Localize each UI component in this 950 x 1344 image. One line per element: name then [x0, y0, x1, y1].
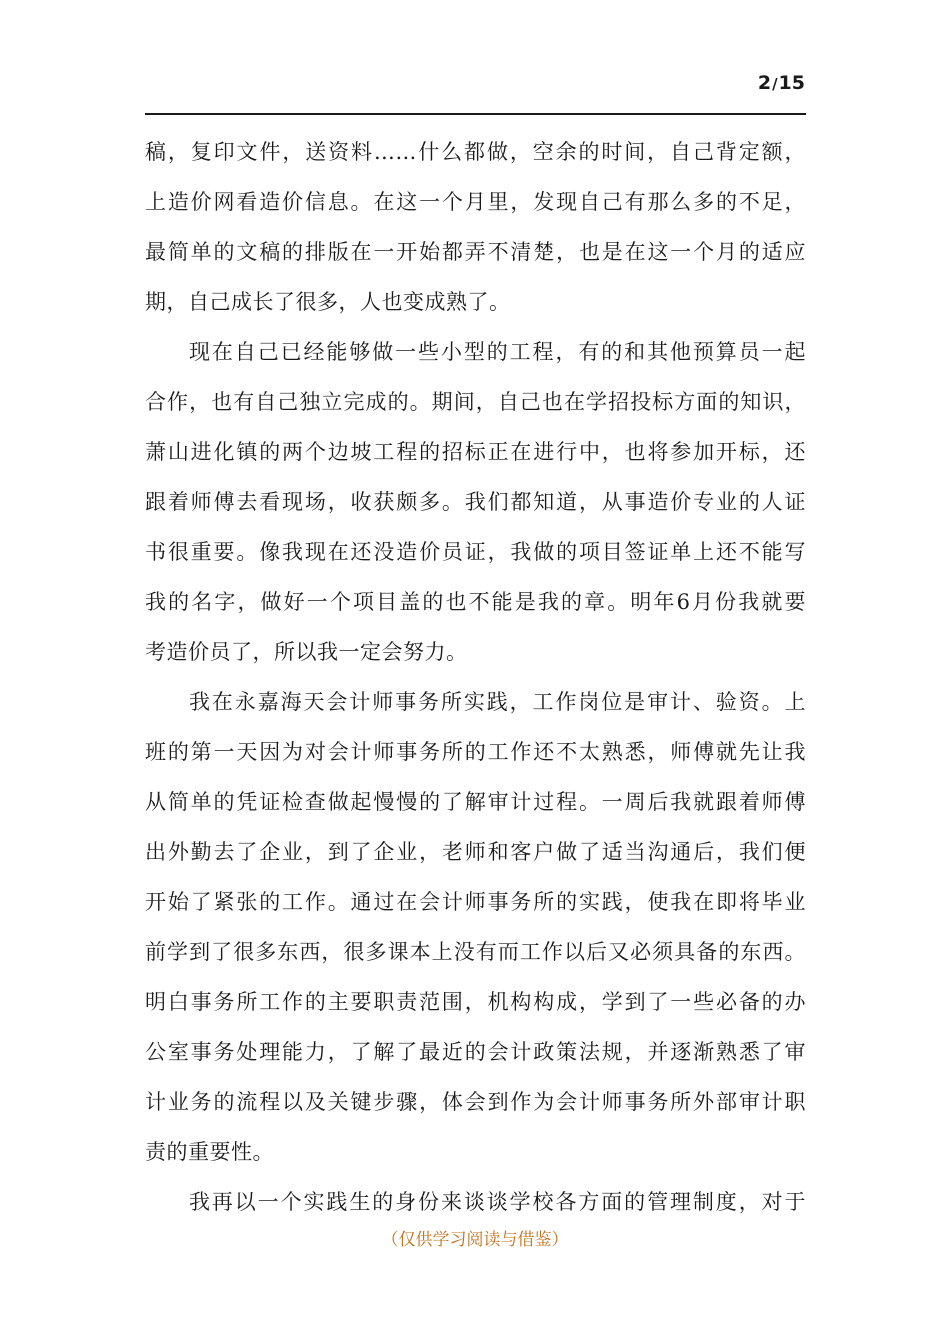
header-rule: [145, 113, 806, 115]
text-line: 前学到了很多东西，很多课本上没有而工作以后又必须具备的东西。: [145, 940, 806, 964]
text-line: 考造价员了，所以我一定会努力。: [145, 640, 468, 664]
paragraph-first-line: 我再以一个实践生的身份来谈谈学校各方面的管理制度，对于: [189, 1190, 806, 1214]
text-line: 计业务的流程以及关键步骤，体会到作为会计师事务所外部审计职: [145, 1090, 806, 1114]
text-line: 稿，复印文件，送资料……什么都做，空余的时间，自己背定额，: [145, 140, 806, 164]
text-line: 上造价网看造价信息。在这一个月里，发现自己有那么多的不足，: [145, 190, 806, 214]
text-line: 明白事务所工作的主要职责范围，机构构成，学到了一些必备的办: [145, 990, 806, 1014]
page-number: [758, 72, 805, 94]
text-line: 责的重要性。: [145, 1140, 274, 1164]
text-line: 公室事务处理能力，了解了最近的会计政策法规，并逐渐熟悉了审: [145, 1040, 806, 1064]
paragraph-first-line: 我在永嘉海天会计师事务所实践，工作岗位是审计、验资。上: [189, 690, 806, 714]
text-line: 我的名字，做好一个项目盖的也不能是我的章。明年6月份我就要: [145, 590, 806, 614]
page-current: 2: [757, 72, 772, 94]
footer-note: （仅供学习阅读与借鉴）: [381, 1230, 569, 1250]
text-line: 期，自己成长了很多，人也变成熟了。: [145, 290, 511, 314]
text-line: 出外勤去了企业，到了企业，老师和客户做了适当沟通后，我们便: [145, 840, 806, 864]
text-line: 萧山进化镇的两个边坡工程的招标正在进行中，也将参加开标，还: [145, 440, 806, 464]
text-line: 最简单的文稿的排版在一开始都弄不清楚，也是在这一个月的适应: [145, 240, 806, 264]
text-line: 书很重要。像我现在还没造价员证，我做的项目签证单上还不能写: [145, 540, 806, 564]
document-body: [145, 127, 806, 1227]
page-total: 15: [778, 72, 805, 94]
paragraph-first-line: 现在自己已经能够做一些小型的工程，有的和其他预算员一起: [189, 340, 806, 364]
page-separator: /: [772, 75, 778, 93]
text-line: 从简单的凭证检查做起慢慢的了解审计过程。一周后我就跟着师傅: [145, 790, 806, 814]
text-line: 开始了紧张的工作。通过在会计师事务所的实践，使我在即将毕业: [145, 890, 806, 914]
text-line: 跟着师傅去看现场，收获颇多。我们都知道，从事造价专业的人证: [145, 490, 806, 514]
text-line: 合作，也有自己独立完成的。期间，自己也在学招投标方面的知识，: [145, 390, 806, 414]
text-line: 班的第一天因为对会计师事务所的工作还不太熟悉，师傅就先让我: [145, 740, 806, 764]
